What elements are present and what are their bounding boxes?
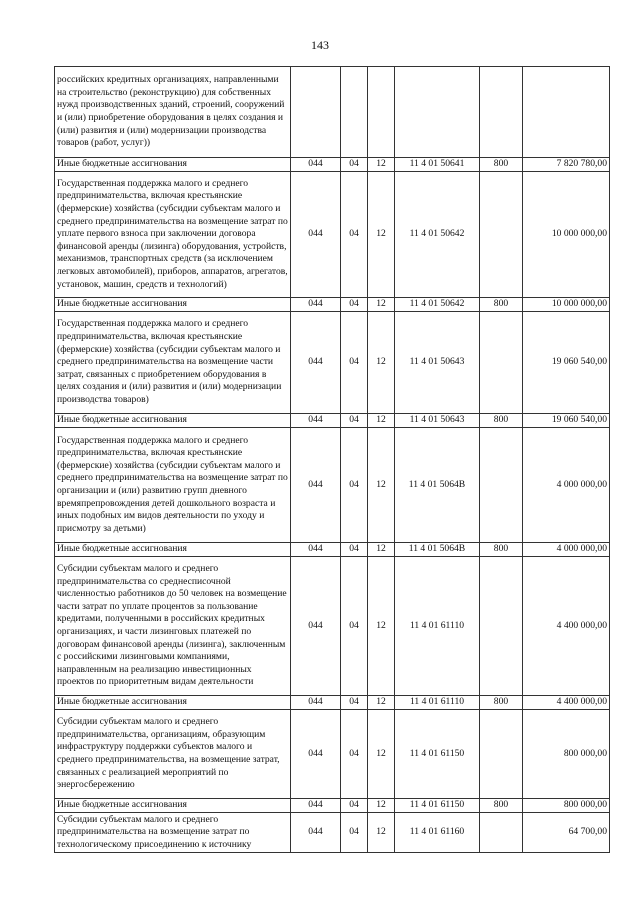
table-row <box>55 67 610 158</box>
expense-kind-code <box>480 172 523 298</box>
target-article-code: 11 4 01 61110 <box>395 696 480 710</box>
ministry-code <box>291 67 341 158</box>
ministry-code: 044 <box>291 428 341 543</box>
expense-kind-code <box>480 312 523 414</box>
row-name: Иные бюджетные ассигнования <box>55 414 291 428</box>
amount: 19 060 540,00 <box>523 414 610 428</box>
table-row <box>55 414 610 428</box>
amount: 4 400 000,00 <box>523 557 610 696</box>
section-code: 04 <box>341 158 368 172</box>
target-article-code: 11 4 01 50643 <box>395 312 480 414</box>
subsection-code: 12 <box>368 312 395 414</box>
section-code: 04 <box>341 799 368 813</box>
amount: 19 060 540,00 <box>523 312 610 414</box>
table-row <box>55 799 610 813</box>
target-article-code: 11 4 01 61150 <box>395 710 480 799</box>
expense-kind-code: 800 <box>480 696 523 710</box>
subsection-code: 12 <box>368 813 395 853</box>
ministry-code: 044 <box>291 813 341 853</box>
amount: 4 400 000,00 <box>523 696 610 710</box>
section-code <box>341 67 368 158</box>
section-code: 04 <box>341 543 368 557</box>
ministry-code: 044 <box>291 543 341 557</box>
target-article-code: 11 4 01 61110 <box>395 557 480 696</box>
row-name: Субсидии субъектам малого и среднего предпринимательства со среднесписочной численностью работников до 50 человек на возмещение части затрат по уплате процентов за пользование кредитами, полученными в российских кредитных организациях, и части лизинговых платежей по договорам финансовой аренды (лизинга), заключенным с российскими лизинговыми компаниями, направленным на реализацию инвестиционных проектов по приоритетным видам деятельности <box>55 557 291 696</box>
section-code: 04 <box>341 710 368 799</box>
expense-kind-code: 800 <box>480 799 523 813</box>
section-code: 04 <box>341 414 368 428</box>
section-code: 04 <box>341 428 368 543</box>
row-name: Иные бюджетные ассигнования <box>55 543 291 557</box>
row-name: российских кредитных организациях, направленными на строительство (реконструкцию) для собственных нужд производственных зданий, строений, сооружений и (или) приобретение оборудования в целях создания и (или) развития и (или) модернизации производства товаров (работ, услуг)) <box>55 67 291 158</box>
subsection-code <box>368 67 395 158</box>
expense-kind-code <box>480 67 523 158</box>
subsection-code: 12 <box>368 696 395 710</box>
ministry-code: 044 <box>291 298 341 312</box>
table-row <box>55 710 610 799</box>
table-row <box>55 543 610 557</box>
expense-kind-code <box>480 710 523 799</box>
ministry-code: 044 <box>291 158 341 172</box>
amount: 64 700,00 <box>523 813 610 853</box>
subsection-code: 12 <box>368 799 395 813</box>
expense-kind-code <box>480 813 523 853</box>
target-article-code: 11 4 01 50642 <box>395 172 480 298</box>
row-name: Субсидии субъектам малого и среднего предпринимательства на возмещение затрат по технологическому присоединению к источнику <box>55 813 291 853</box>
expense-kind-code: 800 <box>480 543 523 557</box>
section-code: 04 <box>341 172 368 298</box>
page-number: 143 <box>311 38 329 52</box>
section-code: 04 <box>341 312 368 414</box>
row-name: Иные бюджетные ассигнования <box>55 799 291 813</box>
row-name: Субсидии субъектам малого и среднего предпринимательства, организациям, образующим инфраструктуру поддержки субъектов малого и среднего предпринимательства, на возмещение затрат, связанных с реализацией мероприятий по энергосбережению <box>55 710 291 799</box>
section-code: 04 <box>341 298 368 312</box>
table-row <box>55 312 610 414</box>
row-name: Иные бюджетные ассигнования <box>55 158 291 172</box>
expense-kind-code: 800 <box>480 298 523 312</box>
expense-kind-code: 800 <box>480 414 523 428</box>
amount: 7 820 780,00 <box>523 158 610 172</box>
amount <box>523 67 610 158</box>
section-code: 04 <box>341 813 368 853</box>
subsection-code: 12 <box>368 298 395 312</box>
subsection-code: 12 <box>368 557 395 696</box>
section-code: 04 <box>341 696 368 710</box>
amount: 10 000 000,00 <box>523 298 610 312</box>
ministry-code: 044 <box>291 799 341 813</box>
target-article-code <box>395 67 480 158</box>
ministry-code: 044 <box>291 696 341 710</box>
budget-table <box>54 66 610 853</box>
target-article-code: 11 4 01 5064В <box>395 543 480 557</box>
row-name: Государственная поддержка малого и среднего предпринимательства, включая крестьянские (фермерские) хозяйства (субсидии субъектам малого и среднего предпринимательства на возмещение затрат по организации и (или) развитию групп дневного времяпрепровождения детей дошкольного возраста и иных подобных им видов деятельности по уходу и присмотру за детьми) <box>55 428 291 543</box>
table-row <box>55 557 610 696</box>
table-row <box>55 298 610 312</box>
amount: 4 000 000,00 <box>523 543 610 557</box>
target-article-code: 11 4 01 50643 <box>395 414 480 428</box>
subsection-code: 12 <box>368 543 395 557</box>
ministry-code: 044 <box>291 414 341 428</box>
expense-kind-code <box>480 557 523 696</box>
row-name: Иные бюджетные ассигнования <box>55 298 291 312</box>
target-article-code: 11 4 01 61160 <box>395 813 480 853</box>
section-code: 04 <box>341 557 368 696</box>
ministry-code: 044 <box>291 312 341 414</box>
amount: 800 000,00 <box>523 710 610 799</box>
subsection-code: 12 <box>368 428 395 543</box>
amount: 4 000 000,00 <box>523 428 610 543</box>
subsection-code: 12 <box>368 158 395 172</box>
row-name: Иные бюджетные ассигнования <box>55 696 291 710</box>
table-row <box>55 696 610 710</box>
amount: 800 000,00 <box>523 799 610 813</box>
subsection-code: 12 <box>368 172 395 298</box>
ministry-code: 044 <box>291 172 341 298</box>
target-article-code: 11 4 01 61150 <box>395 799 480 813</box>
table-row <box>55 428 610 543</box>
target-article-code: 11 4 01 50641 <box>395 158 480 172</box>
ministry-code: 044 <box>291 710 341 799</box>
expense-kind-code <box>480 428 523 543</box>
target-article-code: 11 4 01 50642 <box>395 298 480 312</box>
expense-kind-code: 800 <box>480 158 523 172</box>
subsection-code: 12 <box>368 710 395 799</box>
subsection-code: 12 <box>368 414 395 428</box>
table-row <box>55 158 610 172</box>
amount: 10 000 000,00 <box>523 172 610 298</box>
table-row <box>55 813 610 853</box>
row-name: Государственная поддержка малого и среднего предпринимательства, включая крестьянские (фермерские) хозяйства (субсидии субъектам малого и среднего предпринимательства на возмещение части затрат, связанных с приобретением оборудования в целях создания и (или) развития и (или) модернизации производства товаров) <box>55 312 291 414</box>
row-name: Государственная поддержка малого и среднего предпринимательства, включая крестьянские (фермерские) хозяйства (субсидии субъектам малого и среднего предпринимательства на возмещение затрат по уплате первого взноса при заключении договора финансовой аренды (лизинга) оборудования, устройств, механизмов, транспортных средств (за исключением легковых автомобилей), приборов, аппаратов, агрегатов, установок, машин, средств и технологий) <box>55 172 291 298</box>
target-article-code: 11 4 01 5064В <box>395 428 480 543</box>
ministry-code: 044 <box>291 557 341 696</box>
table-row <box>55 172 610 298</box>
